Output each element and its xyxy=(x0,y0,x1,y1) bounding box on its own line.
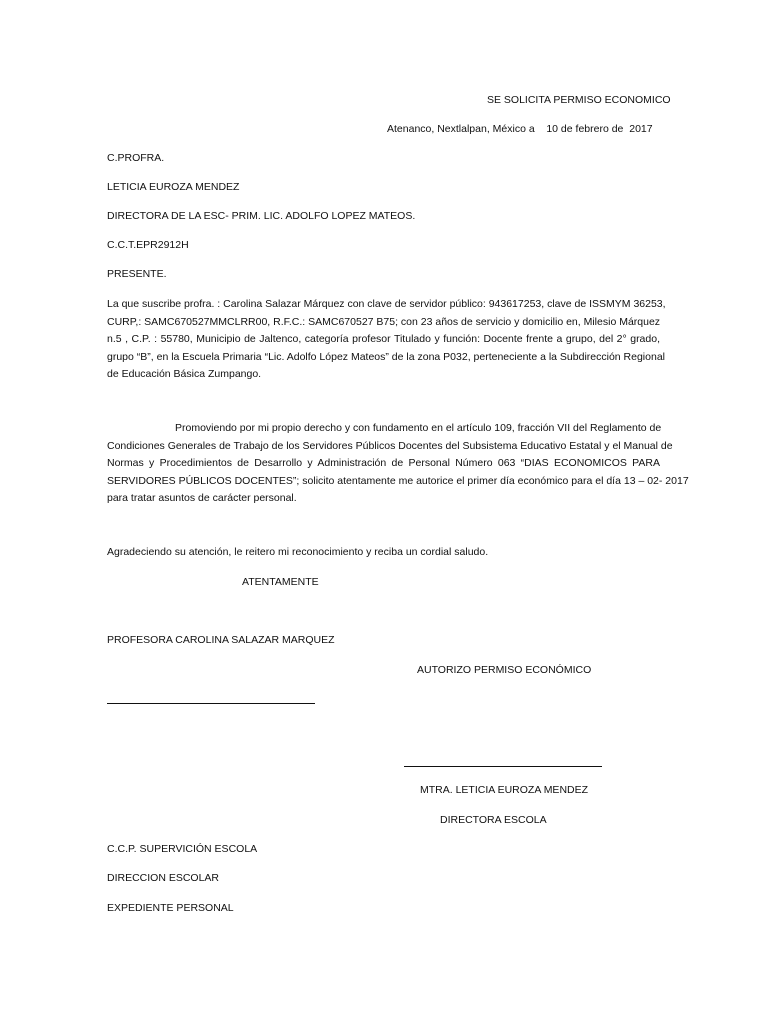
paragraph-line: Promoviendo por mi propio derecho y con fundamento en el artículo 109, fracción VII del Reglamento de xyxy=(175,422,662,434)
paragraph-line: n.5 , C.P. : 55780, Municipio de Jaltenco, categoría profesor Titulado y función: Docente frente a grupo, del 2° grado, xyxy=(107,333,660,345)
closing-sentence: Agradeciendo su atención, le reitero mi reconocimiento y reciba un cordial saludo. xyxy=(107,546,489,558)
recipient-title: C.PROFRA. xyxy=(107,152,165,164)
recipient-cct: C.C.T.EPR2912H xyxy=(107,239,189,251)
paragraph-line: de Educación Básica Zumpango. xyxy=(107,368,262,380)
presente-label: PRESENTE. xyxy=(107,268,167,280)
director-title: DIRECTORA ESCOLA xyxy=(440,814,547,826)
recipient-position: DIRECTORA DE LA ESC- PRIM. LIC. ADOLFO LOPEZ MATEOS. xyxy=(107,210,416,222)
paragraph-line: grupo “B”, en la Escuela Primaria “Lic. Adolfo López Mateos” de la zona P032, perteneciente a la Subdirección Regional xyxy=(107,350,665,363)
authorize-label: AUTORIZO PERMISO ECONÓMICO xyxy=(417,664,592,676)
ccp-line-expediente: EXPEDIENTE PERSONAL xyxy=(107,902,234,914)
recipient-name: LETICIA EUROZA MENDEZ xyxy=(107,181,240,193)
paragraph-line: SERVIDORES PÚBLICOS DOCENTES”; solicito atentamente me autorice el primer día económico para el día 13 – 02- 2017 xyxy=(107,474,689,487)
paragraph-request xyxy=(107,420,689,508)
ccp-line-supervision: C.C.P. SUPERVICIÓN ESCOLA xyxy=(107,843,258,855)
requester-signature-line xyxy=(107,703,315,704)
paragraph-requester-info xyxy=(107,296,666,384)
ccp-line-direccion: DIRECCION ESCOLAR xyxy=(107,872,220,884)
paragraph-line: CURP,: SAMC670527MMCLRR00, R.F.C.: SAMC670527 B75; con 23 años de servicio y domicilio en, Milesio Márquez xyxy=(107,315,661,328)
director-name: MTRA. LETICIA EUROZA MENDEZ xyxy=(420,784,589,796)
paragraph-line: Normas y Procedimientos de Desarrollo y Administración de Personal Número 063 “DIAS ECONOMICOS PARA xyxy=(107,457,660,469)
subject-line: SE SOLICITA PERMISO ECONOMICO xyxy=(487,94,671,106)
paragraph-line: Condiciones Generales de Trabajo de los Servidores Públicos Docentes del Subsistema Educativo Estatal y el Manual de xyxy=(107,439,673,452)
paragraph-line: para tratar asuntos de carácter personal. xyxy=(107,492,297,504)
atentamente-label: ATENTAMENTE xyxy=(242,576,319,588)
director-signature-line xyxy=(404,766,602,767)
place-date: Atenanco, Nextlalpan, México a 10 de febrero de 2017 xyxy=(387,123,653,135)
requester-name: PROFESORA CAROLINA SALAZAR MARQUEZ xyxy=(107,634,335,646)
paragraph-line: La que suscribe profra. : Carolina Salazar Márquez con clave de servidor público: 943617253, clave de ISSMYM 36253, xyxy=(107,298,666,310)
